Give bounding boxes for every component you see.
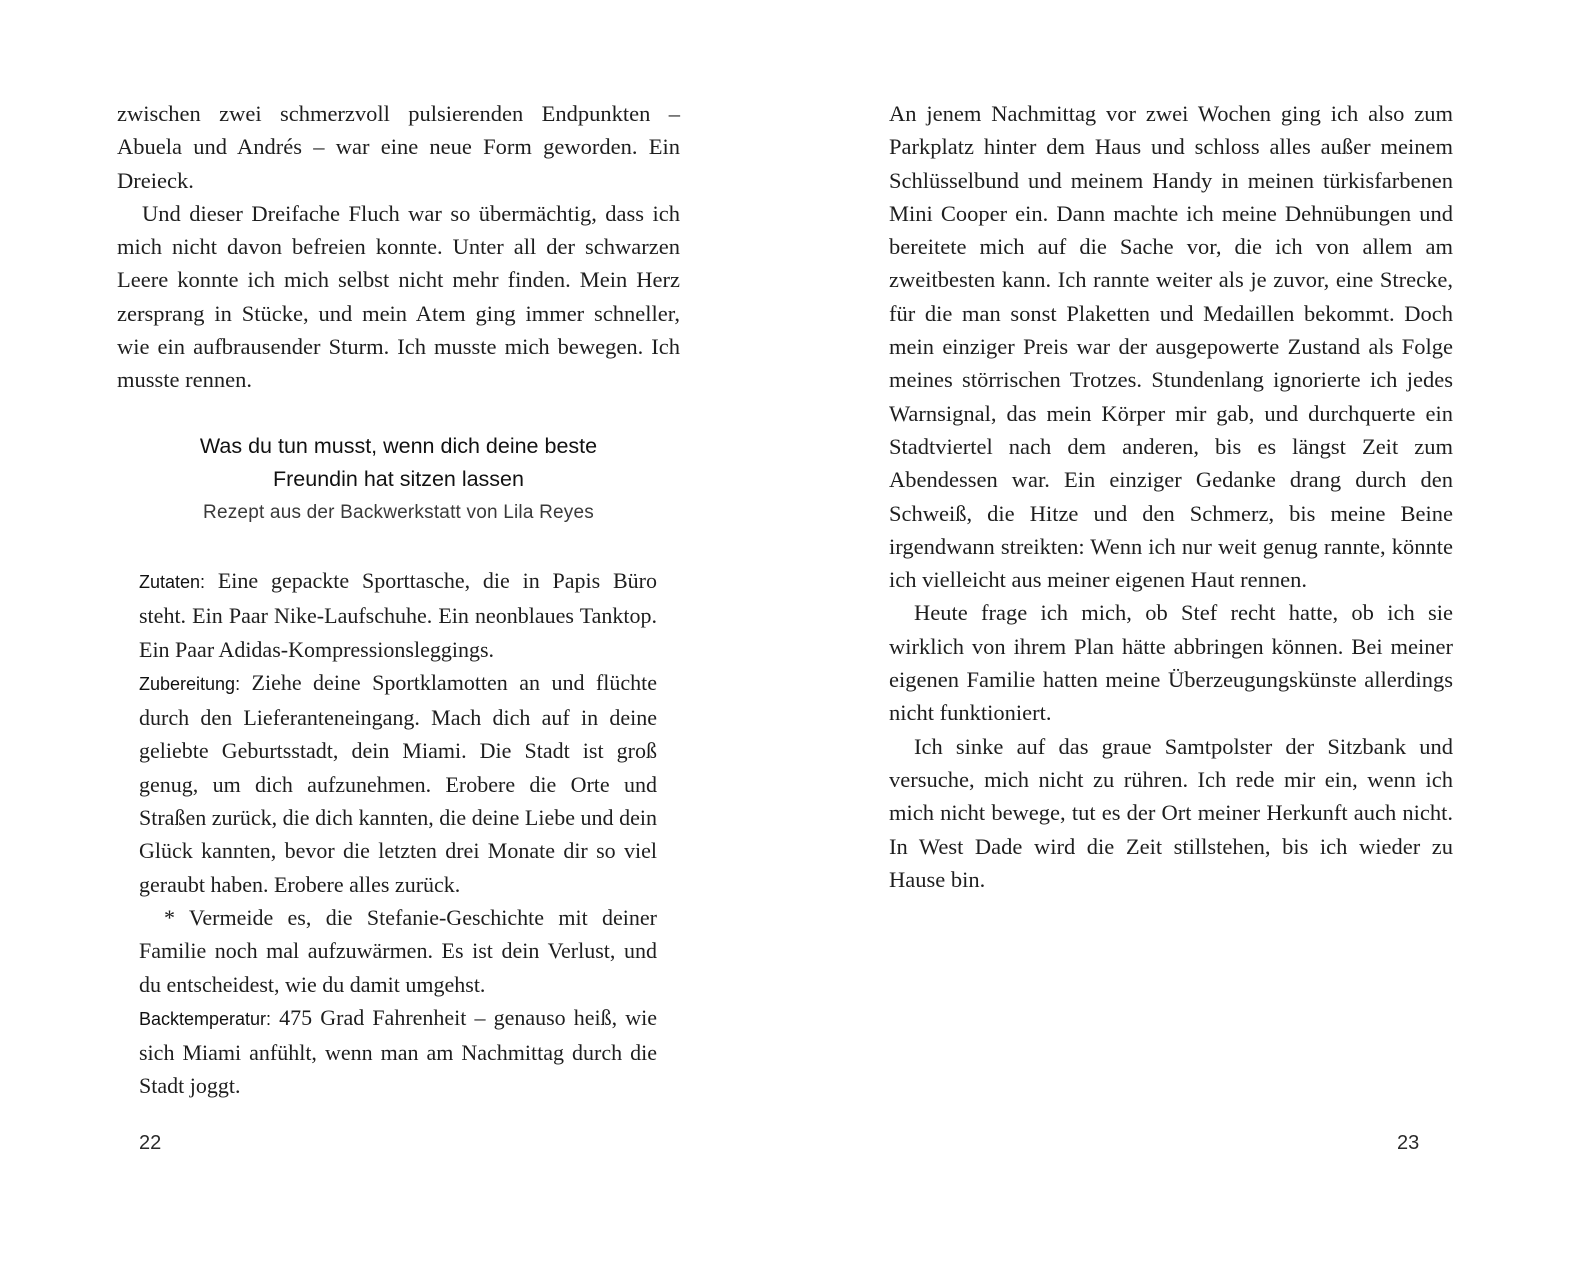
recipe-title-line-2: Freundin hat sitzen lassen <box>273 467 524 491</box>
right-page <box>797 0 1594 1270</box>
recipe-temperature <box>139 1001 657 1103</box>
paragraph: Heute frage ich mich, ob Stef recht hatte, ob ich sie wirklich von ihrem Plan hätte abbringen können. Bei meiner eigenen Familie hatten meine Überzeugungskünste allerdings nicht funktioniert. <box>889 600 1453 726</box>
recipe-note: * Vermeide es, die Stefanie-Geschichte mit deiner Familie noch mal aufzuwärmen. Es ist dein Verlust, und du entscheidest, wie du damit umgehst. <box>139 904 657 997</box>
recipe-preparation <box>139 666 657 901</box>
paragraph: Ich sinke auf das graue Samtpolster der Sitzbank und versuche, mich nicht zu rühren. Ich rede mir ein, wenn ich mich nicht bewege, tut es der Ort meiner Herkunft auch nicht. In West Dade wird die Zeit stillstehen, bis ich wieder zu Hause bin. <box>889 733 1453 892</box>
page-number-right: 23 <box>1397 1132 1420 1154</box>
recipe-title-line-1: Was du tun musst, wenn dich deine beste <box>199 434 598 458</box>
paragraph: zwischen zwei schmerzvoll pulsierenden Endpunkten – Abuela und Andrés – war eine neue Form geworden. Ein Dreieck. <box>117 101 680 193</box>
left-body-text <box>117 97 680 397</box>
paragraph: An jenem Nachmittag vor zwei Wochen ging ich also zum Parkplatz hinter dem Haus und schloss alles außer meinem Schlüsselbund und meinem Handy in meinen türkisfarbenen Mini Cooper ein. Dann machte ich meine Dehnübungen und bereitete mich auf die Sache vor, die ich von allem am zweitbesten kann. Ich rannte weiter als je zuvor, eine Strecke, für die man sonst Plaketten und Medaillen bekommt. Doch mein einziger Preis war der ausgepowerte Zustand als Folge meines störrischen Trotzes. Stundenlang ignorierte ich jedes Warnsignal, das mein Körper mir gab, und durchquerte ein Stadtviertel nach dem anderen, bis es längst Zeit zum Abendessen war. Ein einziger Gedanke drang durch den Schweiß, die Hitze und den Schmerz, bis meine Beine irgendwann streikten: Wenn ich nur weit genug rannte, könnte ich vielleicht aus meiner eigenen Haut rennen. <box>889 101 1453 593</box>
recipe-subtitle: Rezept aus der Backwerkstatt von Lila Reyes <box>203 502 594 523</box>
temperature-text: 475 Grad Fahrenheit – genauso heiß, wie sich Miami anfühlt, wenn man am Nachmittag durch die Stadt joggt. <box>139 1004 657 1099</box>
recipe-ingredients <box>139 564 657 666</box>
paragraph: Und dieser Dreifache Fluch war so übermächtig, dass ich mich nicht davon befreien konnte. Unter all der schwarzen Leere konnte ich mich selbst nicht mehr finden. Mein Herz zersprang in Stücke, und mein Atem ging immer schneller, wie ein aufbrausender Sturm. Ich musste mich bewegen. Ich musste rennen. <box>117 200 680 393</box>
right-body-text <box>889 97 1453 896</box>
temperature-label: Backtemperatur: <box>139 1008 272 1029</box>
recipe-body <box>139 564 657 1103</box>
preparation-text: Ziehe deine Sportklamotten an und flüchte durch den Lieferanteneingang. Mach dich auf in deine geliebte Geburtsstadt, dein Miami. Die Stadt ist groß genug, um dich aufzunehmen. Erobere die Orte und Straßen zurück, die dich kannten, die deine Liebe und dein Glück kannten, bevor die letzten drei Monate dir so viel geraubt haben. Erobere alles zurück. <box>139 669 657 897</box>
preparation-label: Zubereitung: <box>139 673 241 694</box>
recipe-header <box>117 430 680 528</box>
ingredients-text: Eine gepackte Sporttasche, die in Papis Büro steht. Ein Paar Nike-Laufschuhe. Ein neonblaues Tanktop. Ein Paar Adidas-Kompressionsleggings. <box>139 568 657 662</box>
page-number-left: 22 <box>139 1132 162 1154</box>
ingredients-label: Zutaten: <box>139 572 206 592</box>
